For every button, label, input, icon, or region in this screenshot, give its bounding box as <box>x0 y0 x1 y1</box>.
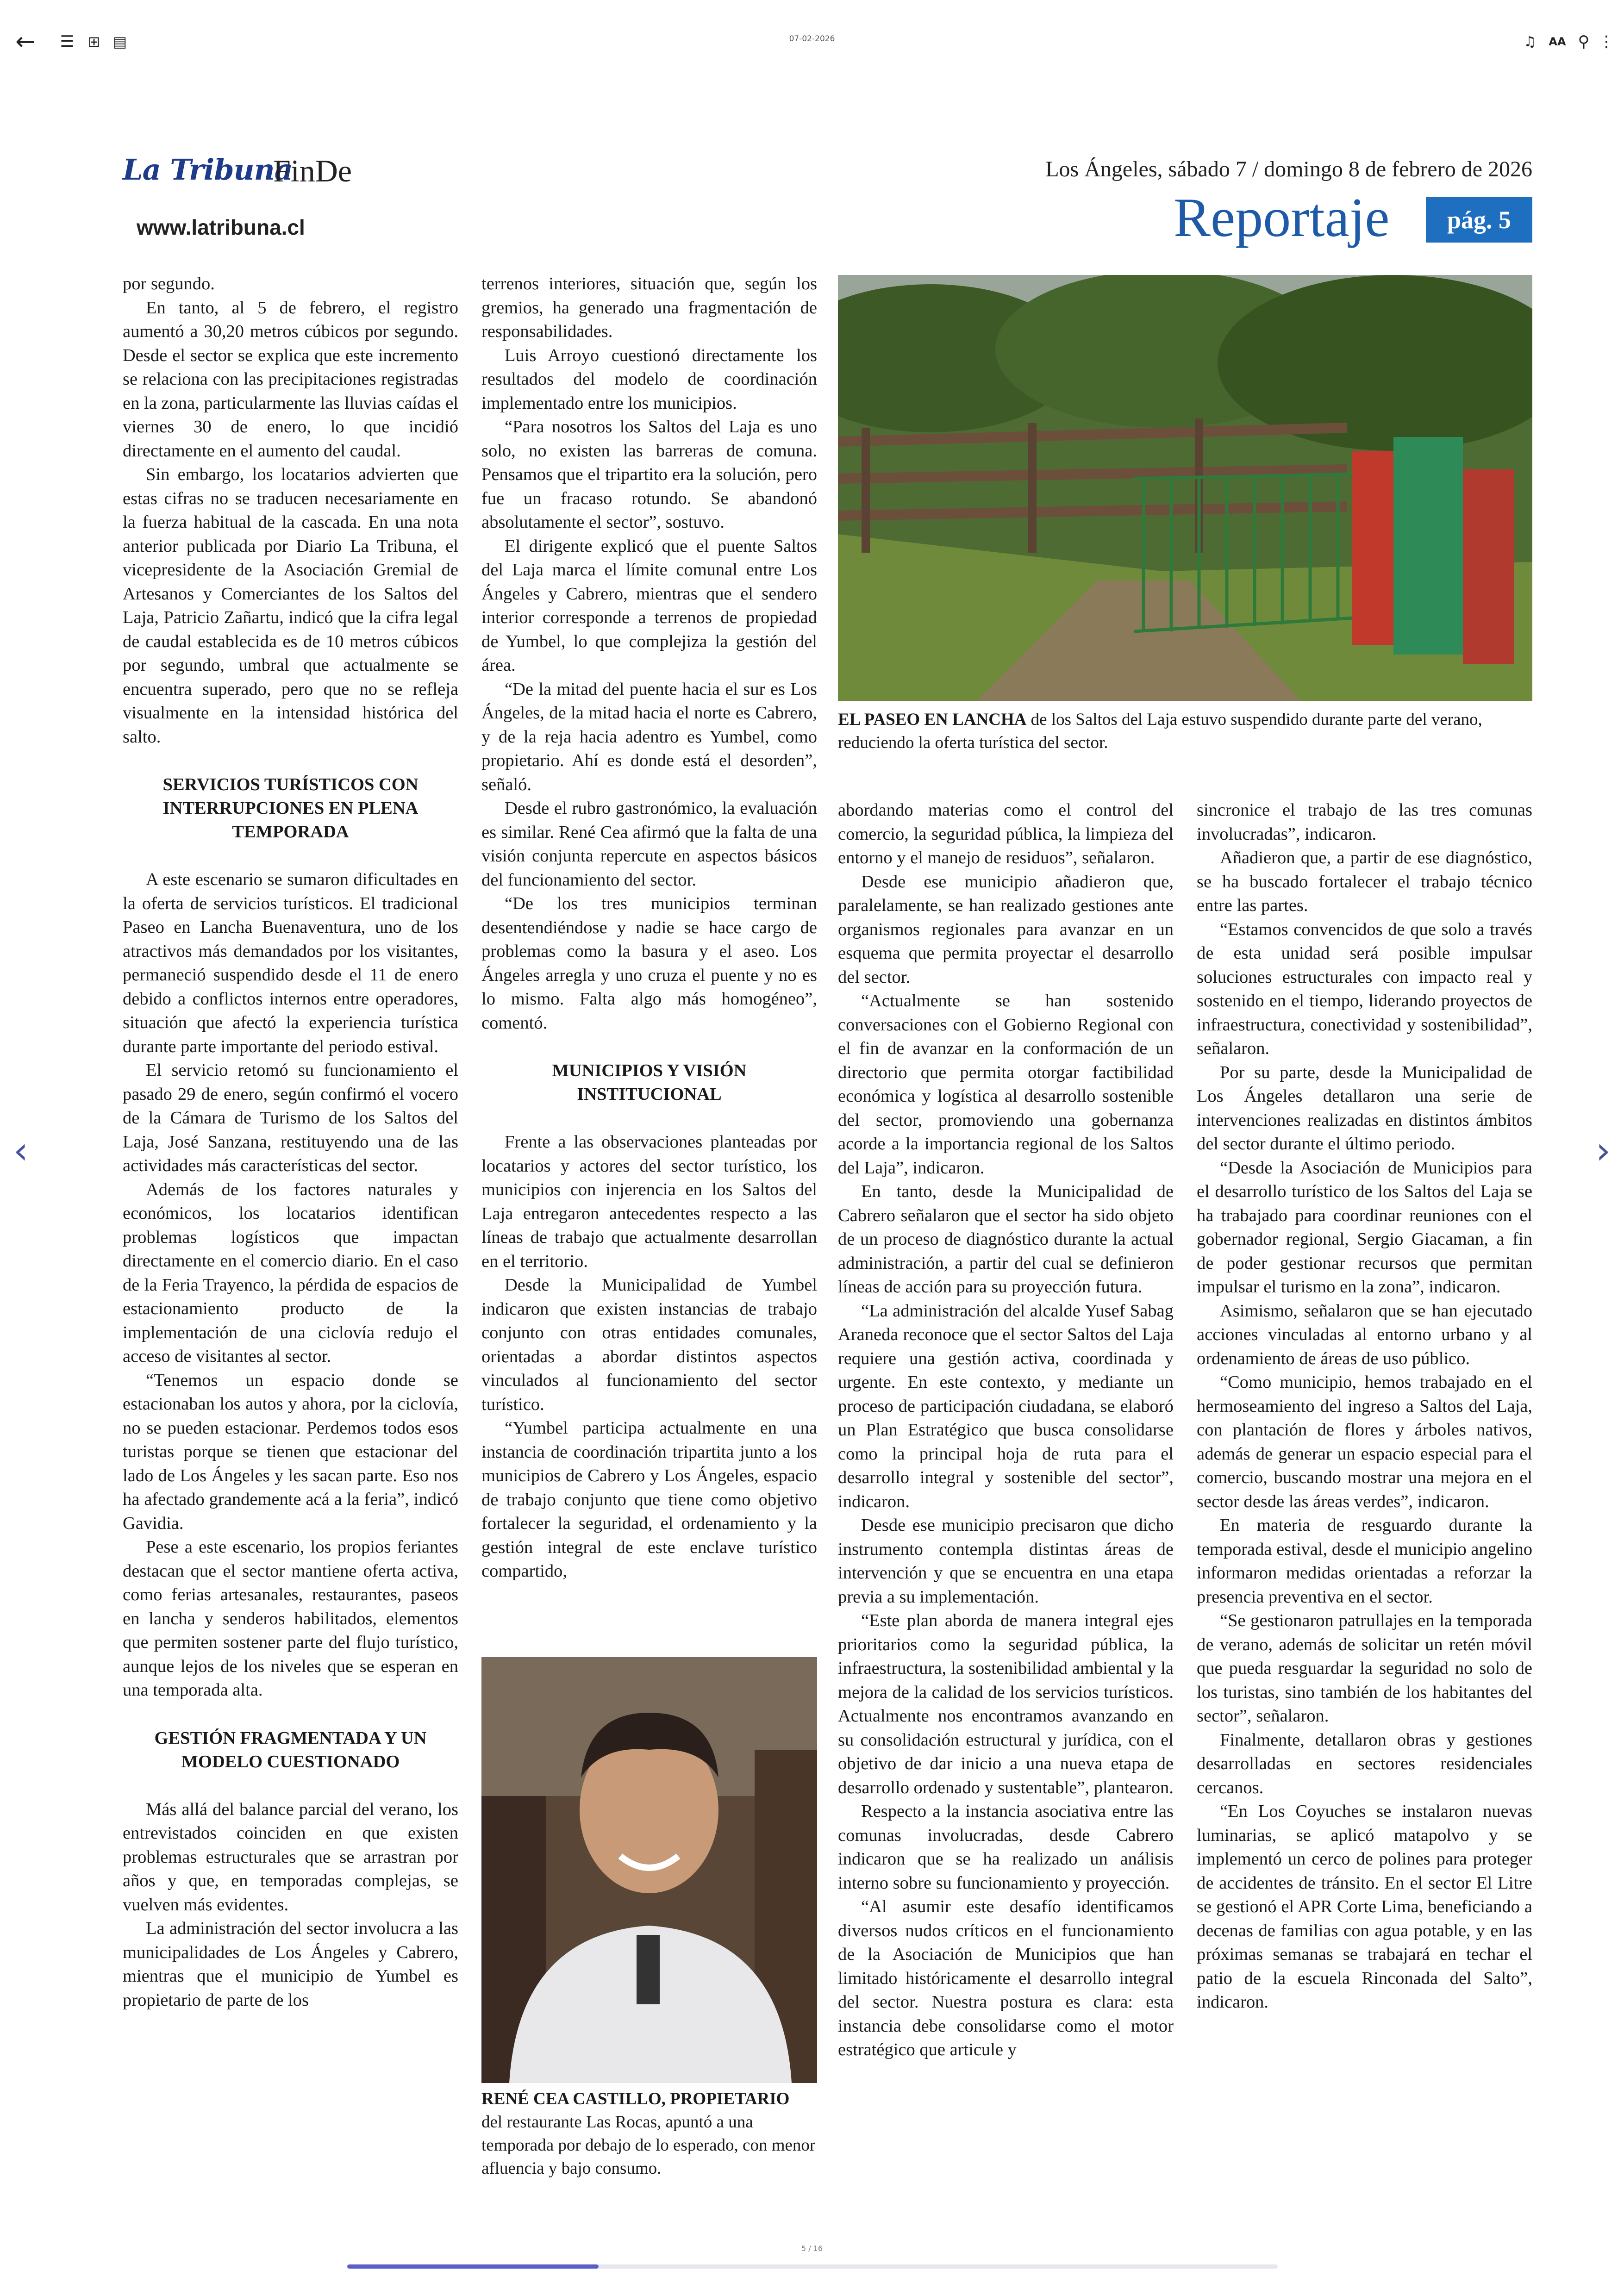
grid-icon[interactable]: ⊞ <box>87 33 100 50</box>
paragraph: En tanto, al 5 de febrero, el registro aumentó a 30,20 metros cúbicos por segundo. Desde el sector se explica que este incremento se relaciona con las precipitaciones registradas en la zona, particularmente las lluvias caídas el viernes 30 de enero, lo que incidió directamente en el aumento del caudal. <box>123 298 458 461</box>
newspaper-page <box>123 153 1532 2203</box>
paragraph: abordando materias como el control del comercio, la seguridad pública, la limpieza del entorno y el manejo de residuos”, señalaron. <box>838 800 1174 867</box>
page-number-badge: pág. 5 <box>1426 197 1532 243</box>
page-counter: 5 / 16 <box>801 2244 823 2253</box>
article-column-3 <box>838 798 1174 2062</box>
subheading: GESTIÓN FRAGMENTADA Y UN MODELO CUESTIONADO <box>154 1728 427 1771</box>
paragraph: “Como municipio, hemos trabajado en el hermoseamiento del ingreso a Saltos del Laja, con plantación de flores y árboles nativos, además de generar un espacio especial para el comercio, buscando mostrar una mejora en el sector desde las áreas verdes”, indicaron. <box>1197 1372 1532 1511</box>
paragraph: “Yumbel participa actualmente en una instancia de coordinación tripartita junto a los municipios de Cabrero y Los Ángeles, espacio de trabajo conjunto que tiene como objetivo fortalecer la seguridad, el ordenamiento y la gestión integral de este enclave turístico compartido, <box>481 1418 817 1581</box>
paragraph: A este escenario se sumaron dificultades en la oferta de servicios turísticos. El tradicional Paseo en Lancha Buenaventura, uno de los atractivos más demandados por los visitantes, permaneció suspendido desde el 11 de enero debido a conflictos internos entre operadores, situación que afectó la experiencia turística durante parte importante del periodo estival. <box>123 870 458 1056</box>
paragraph: Desde el rubro gastronómico, la evaluación es similar. René Cea afirmó que la falta de una visión conjunta repercute en aspectos básicos del funcionamiento del sector. <box>481 798 817 890</box>
paragraph: “De los tres municipios terminan desentendiéndose y nadie se hace cargo de problemas como la basura y el aseo. Los Ángeles arregla y uno cruza el puente y no es lo mismo. Falta algo más homogéneo”, comentó. <box>481 894 817 1033</box>
paragraph: “En Los Coyuches se instalaron nuevas luminarias, se aplicó matapolvo y se implementó un cerco de polines para proteger de accidentes de tránsito. En el sector El Litre se gestionó el APR Corte Lima, beneficiando a decenas de familias con agua potable, y en las próximas semanas se trabajará en techar el patio de la escuela Rinconada del Salto”, indicaron. <box>1197 1802 1532 2012</box>
subheading: SERVICIOS TURÍSTICOS CON INTERRUPCIONES EN PLENA TEMPORADA <box>162 775 418 842</box>
paragraph: sincronice el trabajo de las tres comunas involucradas”, indicaron. <box>1197 800 1532 844</box>
reading-progress-fill <box>347 2264 599 2269</box>
paragraph: “Al asumir este desafío identificamos diversos nudos críticos en el funcionamiento de la Asociación de Municipios que han limitado históricamente el desarrollo integral del sector. Nuestra postura es clara: esta instancia debe consolidarse como el motor estratégico que articule y <box>838 1897 1174 2059</box>
paragraph: por segundo. <box>123 274 215 293</box>
website-url: www.latribuna.cl <box>137 215 305 239</box>
reading-progress-bar[interactable] <box>347 2264 1278 2269</box>
photo-fence-path <box>838 275 1532 701</box>
paragraph: Desde la Municipalidad de Yumbel indicaron que existen instancias de trabajo conjunto con otras entidades comunales, orientadas a abordar distintos aspectos vinculados al funcionamiento del sector turístico. <box>481 1275 817 1414</box>
paragraph: En tanto, desde la Municipalidad de Cabrero señalaron que el sector ha sido objeto de un proceso de diagnóstico durante la actual administración, a partir del cual se definieron líneas de acción para su proyección futura. <box>838 1182 1174 1297</box>
photo-caption <box>838 708 1523 755</box>
document-icon[interactable]: ▤ <box>112 33 127 50</box>
photo-portrait <box>481 1657 817 2083</box>
paragraph: Desde ese municipio añadieron que, paralelamente, se han realizado gestiones ante organismos regionales para avanzar en un esquema que permita proyectar el desarrollo del sector. <box>838 872 1174 987</box>
photo-caption <box>481 2088 817 2180</box>
paragraph: Pese a este escenario, los propios feriantes destacan que el sector mantiene oferta activa, como ferias artesanales, restaurantes, paseos en lancha y senderos habilitados, elementos que permiten sostener parte del flujo turístico, aunque lejos de los niveles que se esperan en una temporada alta. <box>123 1537 458 1700</box>
paragraph: Asimismo, señalaron que se han ejecutado acciones vinculadas al entorno urbano y al ordenamiento de áreas de uso público. <box>1197 1301 1532 1368</box>
article-column-4 <box>1197 798 1532 2014</box>
paragraph: “Se gestionaron patrullajes en la temporada de verano, además de solicitar un retén móvil que pueda resguardar la seguridad no solo de los turistas, sino también de los habitantes del sector”, señalaron. <box>1197 1611 1532 1726</box>
paragraph: “La administración del alcalde Yusef Sabag Araneda reconoce que el sector Saltos del Laja requiere una gestión activa, coordinada y urgente. En este contexto, y mediante un proceso de participación ciudadana, se elaboró un Plan Estratégico que busca consolidarse como la principal hoja de ruta para el desarrollo integral y sostenible del sector”, indicaron. <box>838 1301 1174 1511</box>
paragraph: “Para nosotros los Saltos del Laja es uno solo, no existen las barreras de comuna. Pensamos que el tripartito era la solución, pero fue un fracaso rotundo. Se abandonó absolutamente el sector”, sostuvo. <box>481 417 817 532</box>
paragraph: El dirigente explicó que el puente Saltos del Laja marca el límite comunal entre Los Ángeles y Cabrero, mientras que el sendero interior corresponde a terrenos de propiedad de Yumbel, lo que complejiza la gestión del área. <box>481 536 817 675</box>
paragraph: Luis Arroyo cuestionó directamente los resultados del modelo de coordinación implementado entre los municipios. <box>481 345 817 413</box>
paragraph: “Desde la Asociación de Municipios para el desarrollo turístico de los Saltos del Laja se ha trabajado para coordinar reuniones con el gobernador regional, Sergio Giacaman, a fin de poder gestionar recursos que permitan impulsar el turismo en la zona”, indicaron. <box>1197 1158 1532 1297</box>
paragraph: terrenos interiores, situación que, según los gremios, ha generado una fragmentación de responsabilidades. <box>481 274 817 341</box>
headphones-icon[interactable]: ♫ <box>1524 33 1537 50</box>
paragraph: Finalmente, detallaron obras y gestiones desarrolladas en sectores residenciales cercanos. <box>1197 1730 1532 1797</box>
paragraph: Además de los factores naturales y económicos, los locatarios identifican problemas logísticos que impactan directamente en el comercio diario. En el caso de la Feria Trayenco, la pérdida de espacios de estacionamiento producto de la implementación de una ciclovía redujo el acceso de visitantes al sector. <box>123 1179 458 1366</box>
paragraph: “Estamos convencidos de que solo a través de esta unidad será posible impulsar soluciones estructurales con impacto real y sostenido en el tiempo, liderando proyectos de infraestructura, conectividad y sostenibilidad”, señalaron. <box>1197 919 1532 1058</box>
paragraph: Frente a las observaciones planteadas por locatarios y actores del sector turístico, los municipios con injerencia en los Saltos del Laja entregaron antecedentes respecto a las líneas de trabajo que actualmente desarrollan en el territorio. <box>481 1132 817 1271</box>
caption-lead: EL PASEO EN LANCHA <box>838 710 1027 729</box>
caption-lead: RENÉ CEA CASTILLO, PROPIETARIO <box>481 2089 790 2108</box>
subheading: MUNICIPIOS Y VISIÓN INSTITUCIONAL <box>552 1061 747 1104</box>
search-icon[interactable]: ⚲ <box>1578 32 1590 51</box>
reader-toolbar <box>0 0 1624 83</box>
paragraph: “Actualmente se han sostenido conversaciones con el Gobierno Regional con el fin de avanzar en la conformación de un directorio que permita otorgar factibilidad económica y logística al desarrollo sostenible del sector, promoviendo una gobernanza acorde a la importancia regional de los Saltos del Laja”, indicaron. <box>838 991 1174 1178</box>
paragraph: “Este plan aborda de manera integral ejes prioritarios como la seguridad pública, la infraestructura, la sostenibilidad ambiental y la mejora de la calidad de los servicios turísticos. Actualmente nos encontramos avanzando en su consolidación estructural y jurídica, con el objetivo de dar inicio a una nueva etapa de desarrollo ordenado y sustentable”, plantearon. <box>838 1611 1174 1797</box>
edition-date: Los Ángeles, sábado 7 / domingo 8 de febrero de 2026 <box>1045 157 1532 181</box>
arrow-left-icon[interactable]: ← <box>15 28 36 56</box>
next-page-icon[interactable]: › <box>1596 1129 1611 1172</box>
previous-page-icon[interactable]: ‹ <box>13 1129 28 1172</box>
text-size-icon[interactable]: AA <box>1549 35 1566 48</box>
paragraph: El servicio retomó su funcionamiento el pasado 29 de enero, según confirmó el vocero de la Cámara de Turismo de los Saltos del Laja, José Sanzana, restituyendo una de las actividades más características del sector. <box>123 1060 458 1175</box>
caption-text: del restaurante Las Rocas, apuntó a una temporada por debajo de lo esperado, con menor afluencia y bajo consumo. <box>481 2113 816 2178</box>
paragraph: Por su parte, desde la Municipalidad de Los Ángeles detallaron una serie de intervenciones realizadas en distintos ámbitos del sector durante el último periodo. <box>1197 1062 1532 1154</box>
paragraph: En materia de resguardo durante la temporada estival, desde el municipio angelino informaron medidas orientadas a reforzar la presencia preventiva en el sector. <box>1197 1515 1532 1607</box>
article-column-2 <box>481 272 817 1584</box>
paragraph: “Tenemos un espacio donde se estacionaban los autos y ahora, por la ciclovía, no se pueden estacionar. Perdemos todos esos turistas porque se tienen que estacionar del lado de Los Ángeles y les sacan parte. Eso nos ha afectado grandemente acá a la feria”, indicó Gavidia. <box>123 1370 458 1533</box>
issue-date: 07-02-2026 <box>789 34 835 44</box>
list-icon[interactable]: ☰ <box>60 32 75 51</box>
paragraph: Más allá del balance parcial del verano, los entrevistados coinciden en que existen problemas estructurales que se arrastran por años y que, en temporadas complejas, se vuelven más evidentes. <box>123 1799 458 1915</box>
paragraph: Desde ese municipio precisaron que dicho instrumento contempla distintas áreas de intervención y que se encuentra en una etapa previa a su implementación. <box>838 1515 1174 1607</box>
newspaper-logo: La Tribuna <box>123 153 293 187</box>
more-vertical-icon[interactable]: ⋮ <box>1599 32 1614 51</box>
supplement-name: FinDe <box>273 153 352 188</box>
paragraph: Añadieron que, a partir de ese diagnóstico, se ha buscado fortalecer el trabajo técnico entre las partes. <box>1197 848 1532 915</box>
caption-text: de los Saltos del Laja estuvo suspendido durante parte del verano, reduciendo la oferta turística del sector. <box>838 710 1482 752</box>
paragraph: Respecto a la instancia asociativa entre las comunas involucradas, desde Cabrero indicaron que se ha realizado un análisis interno sobre su funcionamiento y proyección. <box>838 1802 1174 1893</box>
article-column-1 <box>123 272 458 2012</box>
paragraph: Sin embargo, los locatarios advierten que estas cifras no se traducen necesariamente en la fuerza habitual de la cascada. En una nota anterior publicada por Diario La Tribuna, el vicepresidente de la Asociación Gremial de Artesanos y Comerciantes de los Saltos del Laja, Patricio Zañartu, indicó que la cifra legal de caudal establecida es de 10 metros cúbicos por segundo, umbral que actualmente se encuentra superado, pero que no se refleja visualmente en la intensidad histórica del salto. <box>123 465 458 747</box>
paragraph: “De la mitad del puente hacia el sur es Los Ángeles, de la mitad hacia el norte es Cabrero, y de la reja hacia adentro es Yumbel, como propietario. Ahí es donde está el desorden”, señaló. <box>481 679 817 794</box>
section-title: Reportaje <box>1174 187 1390 248</box>
paragraph: La administración del sector involucra a las municipalidades de Los Ángeles y Cabrero, mientras que el municipio de Yumbel es propietario de parte de los <box>123 1919 458 2010</box>
